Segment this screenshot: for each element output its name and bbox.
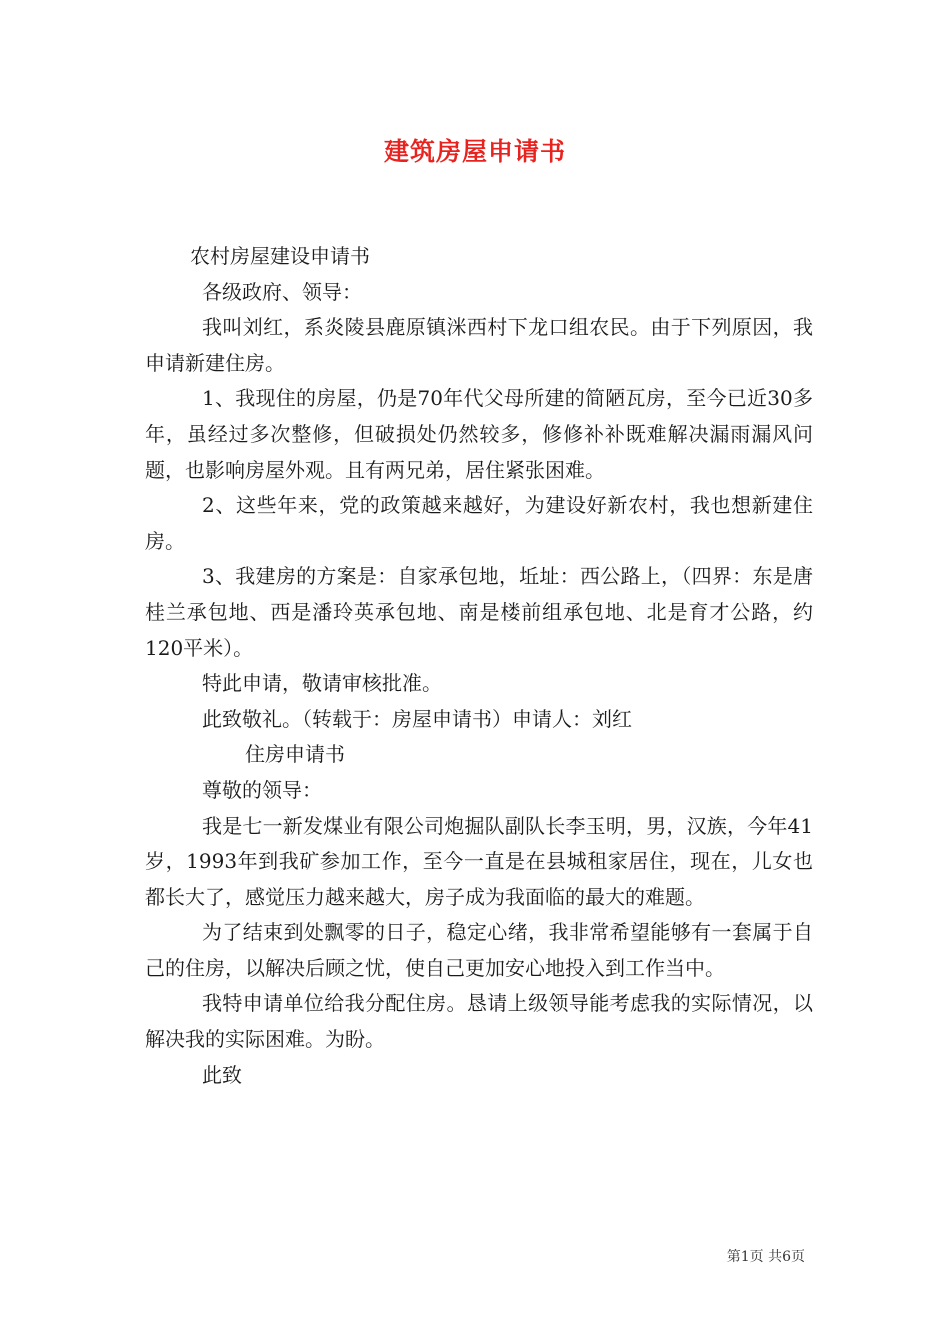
section-title-housing: 住房申请书 bbox=[245, 742, 345, 767]
paragraph: 3、我建房的方案是：自家承包地，坵址：西公路上，（四界：东是唐桂兰承包地、西是潘玲英承包地、南是楼前组承包地、北是育才公路，约120平米）。 bbox=[145, 564, 813, 660]
paragraph: 2、这些年来，党的政策越来越好，为建设好新农村，我也想新建住房。 bbox=[145, 493, 813, 553]
section-title-rural-housing: 农村房屋建设申请书 bbox=[190, 244, 370, 268]
closing: 此致 bbox=[202, 1062, 242, 1087]
paragraph: 我特申请单位给我分配住房。恳请上级领导能考虑我的实际情况，以解决我的实际困难。为盼。 bbox=[145, 991, 813, 1052]
paragraph: 1、我现住的房屋，仍是70年代父母所建的简陋瓦房，至今已近30多年，虽经过多次整修，但破损处仍然较多，修修补补既难解决漏雨漏风问题，也影响房屋外观。且有两兄弟，居住紧张困难。 bbox=[145, 386, 813, 482]
page-number: 第1页 共6页 bbox=[726, 1249, 805, 1265]
paragraph: 此致敬礼。（转载于：房屋申请书）申请人：刘红 bbox=[202, 706, 632, 731]
document-title: 建筑房屋申请书 bbox=[383, 137, 566, 166]
paragraph: 为了结束到处飘零的日子，稳定心绪，我非常希望能够有一套属于自己的住房，以解决后顾之忧，使自己更加安心地投入到工作当中。 bbox=[145, 920, 813, 980]
document-body bbox=[145, 239, 813, 1093]
salutation: 各级政府、领导： bbox=[202, 279, 362, 304]
salutation: 尊敬的领导： bbox=[202, 777, 322, 802]
paragraph: 特此申请，敬请审核批准。 bbox=[202, 671, 442, 696]
paragraph: 我叫刘红，系炎陵县鹿原镇洣西村下龙口组农民。由于下列原因，我申请新建住房。 bbox=[145, 315, 813, 375]
paragraph: 我是七一新发煤业有限公司炮掘队副队长李玉明，男，汉族，今年41岁，1993年到我矿参加工作，至今一直是在县城租家居住，现在，儿女也都长大了，感觉压力越来越大，房子成为我面临的最大的难题。 bbox=[145, 813, 813, 909]
